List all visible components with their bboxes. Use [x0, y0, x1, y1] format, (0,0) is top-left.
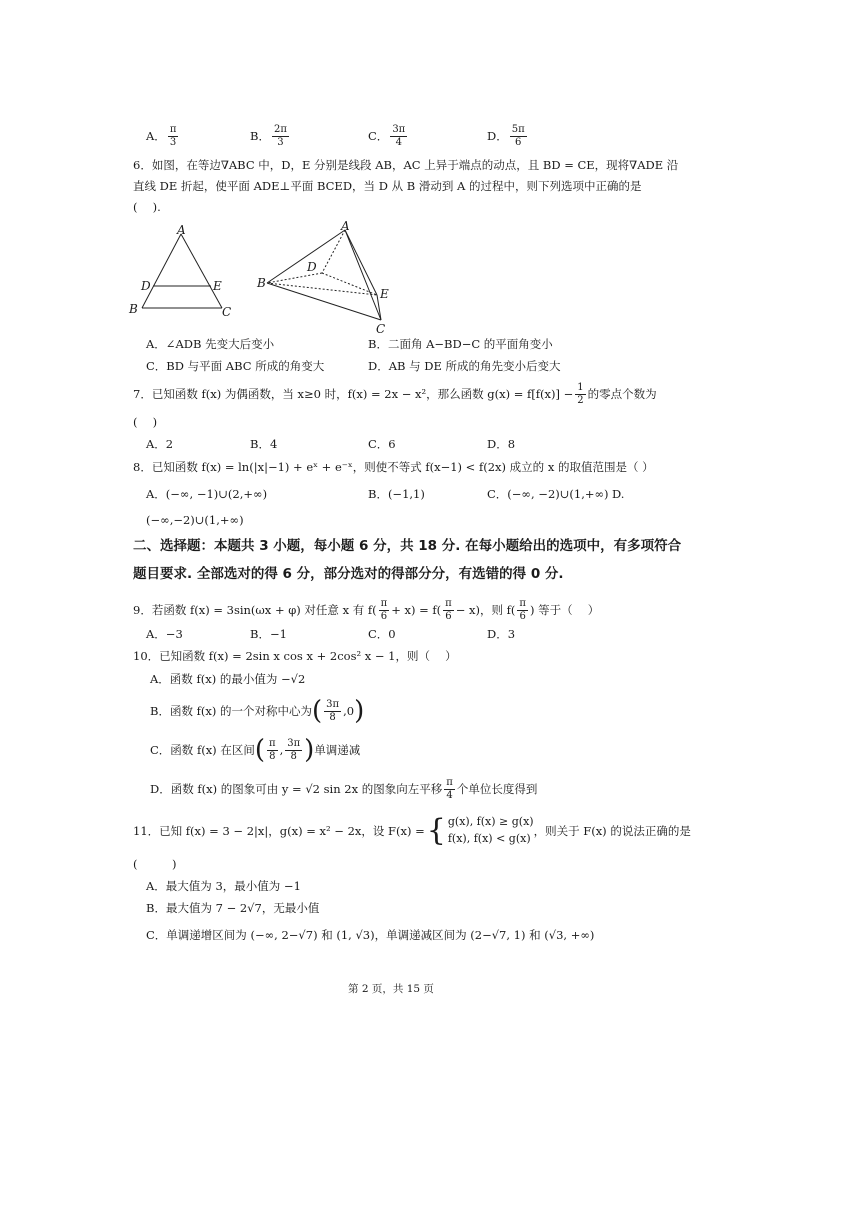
paren-right: ) [304, 735, 315, 765]
denominator: 6 [515, 136, 522, 148]
option-letter: A． [146, 129, 166, 143]
fraction [517, 598, 528, 622]
brace-left: { [426, 812, 446, 848]
q6-option-a: A．∠ADB 先变大后变小 [146, 337, 275, 351]
q7-line2: ( ) [133, 415, 158, 429]
numerator: π [519, 598, 526, 609]
denominator: 6 [519, 610, 526, 622]
q10-option-a: A．函数 f(x) 的最小值为 −√2 [150, 672, 306, 686]
numerator: π [446, 777, 453, 788]
numerator: 2π [273, 124, 287, 135]
q9-option-c: C．0 [368, 627, 396, 641]
option-letter: C． [368, 129, 389, 143]
q5-option-d [487, 124, 529, 148]
q9-line1 [133, 598, 599, 622]
denominator: 6 [445, 610, 452, 622]
paren-left: ( [254, 735, 265, 765]
fraction [575, 382, 585, 406]
q9-option-a: A．−3 [146, 627, 183, 641]
label-e: E [380, 287, 389, 301]
q6-line3: ( ). [133, 200, 161, 214]
q8-option-a: A．(−∞, −1)∪(2,+∞) [146, 487, 268, 501]
fraction [510, 124, 527, 148]
q11-line1 [133, 814, 691, 847]
denominator: 2 [577, 394, 584, 406]
denominator: 8 [329, 711, 336, 723]
q9-option-b: B．−1 [250, 627, 287, 641]
q10-option-d [150, 777, 537, 801]
q5-option-b [250, 124, 291, 148]
denominator: 3 [169, 136, 177, 148]
numerator: 3π [326, 699, 340, 710]
q7-option-d: D．8 [487, 437, 516, 451]
q9-text-pre: 9．若函数 f(x) = 3sin(ωx + φ) 对任意 x 有 f( [133, 603, 377, 617]
label-c: C [222, 305, 232, 319]
denominator: 4 [395, 136, 402, 148]
numerator: 3π [392, 124, 406, 135]
numerator: 5π [511, 124, 525, 135]
numerator: π [169, 124, 177, 135]
numerator: 3π [287, 738, 301, 749]
q6-line1: 6．如图，在等边∇ABC 中，D，E 分别是线段 AB，AC 上异于端点的动点，且 BD = CE，现将∇ADE 沿 [133, 158, 679, 172]
q9-option-d: D．3 [487, 627, 516, 641]
q7-line1 [133, 382, 657, 406]
label-d: D [307, 260, 317, 274]
case-2: f(x), f(x) < g(x) [447, 831, 531, 845]
q6-option-b: B．二面角 A−BD−C 的平面角变小 [368, 337, 553, 351]
q9-text-tail: f( [506, 603, 516, 617]
denominator: 4 [446, 789, 453, 801]
numerator: π [380, 598, 388, 609]
q9-text-mid: + x) = f( [391, 603, 442, 617]
q6-option-d: D．AB 与 DE 所成的角先变小后变大 [368, 359, 561, 373]
denominator: 6 [380, 610, 388, 622]
option-letter: D． [487, 129, 508, 143]
numerator: π [445, 598, 452, 609]
q8-option-b: B．(−1,1) [368, 487, 425, 501]
q7-text-b: 的零点个数为 [587, 387, 657, 401]
q7-option-c: C．6 [368, 437, 396, 451]
q6-figure-triangle [125, 222, 240, 322]
q11-line2: ( ) [133, 857, 177, 871]
q10-option-b [150, 698, 364, 724]
label-d: D [141, 279, 151, 293]
q9-text-end: ) 等于（ ） [529, 603, 600, 617]
denominator: 8 [290, 750, 297, 762]
q11-option-a: A．最大值为 3，最小值为 −1 [146, 879, 301, 893]
fraction [267, 738, 278, 762]
label-a: A [341, 219, 350, 233]
q5-option-c [368, 124, 409, 148]
q11-text-post: ，则关于 F(x) 的说法正确的是 [533, 823, 691, 838]
page-footer: 第 2 页，共 15 页 [348, 983, 434, 995]
fraction [285, 738, 302, 762]
q8-option-d: D. [612, 487, 625, 501]
q5-option-a [146, 124, 180, 148]
q9-text-post: − x)，则 [455, 603, 503, 617]
q10-option-c: C．函数 f(x) 在区间 ( $\frac{\pi}{8}$ , $\frac{3\pi}{8}$ ) 单调递减 [150, 735, 361, 765]
section2-line2: 题目要求. 全部选对的得 6 分，部分选对的得部分分，有选错的得 0 分. [133, 566, 564, 582]
q10-c-text: C．函数 f(x) 在区间 [150, 743, 255, 757]
q11-option-b: B．最大值为 7 − 2√7，无最小值 [146, 901, 320, 915]
fraction [379, 598, 390, 622]
label-a: A [177, 223, 186, 237]
q10-c-post: 单调递减 [314, 743, 361, 757]
denominator: 3 [277, 136, 284, 148]
q10-d-text: D．函数 f(x) 的图象可由 y = √2 sin 2x 的图象向左平移 [150, 782, 443, 796]
q6-figure-folded [250, 216, 410, 336]
label-b: B [257, 276, 266, 290]
fraction [444, 777, 455, 801]
fraction [390, 124, 407, 148]
q10-b-tail: ,0 [343, 704, 355, 718]
label-c: C [376, 322, 386, 336]
numerator: π [268, 738, 276, 749]
q10-d-post: 个单位长度得到 [456, 782, 538, 796]
q6-option-c: C．BD 与平面 ABC 所成的角变大 [146, 359, 325, 373]
q7-option-b: B．4 [250, 437, 278, 451]
fraction [168, 124, 179, 148]
q11-text-pre: 11．已知 f(x) = 3 − 2|x|，g(x) = x² − 2x，设 F(x) = [133, 823, 425, 838]
q6-line2: 直线 DE 折起，使平面 ADE⊥平面 BCED，当 D 从 B 滑动到 A 的过程中，则下列选项中正确的是 [133, 179, 642, 193]
q7-text-a: 7．已知函数 f(x) 为偶函数，当 x≥0 时，f(x) = 2x − x²，那么函数 g(x) = f[f(x)] − [133, 387, 574, 401]
paren-left: ( [311, 696, 323, 726]
fraction [324, 699, 341, 723]
section2-line1: 二、选择题：本题共 3 小题，每小题 6 分，共 18 分. 在每小题给出的选项中，有多项符合 [133, 538, 682, 554]
q11-option-c: C．单调递增区间为 (−∞, 2−√7) 和 (1, √3)，单调递减区间为 (2−√7, 1) 和 (√3, +∞) [146, 928, 595, 942]
fraction [443, 598, 454, 622]
q10-line1: 10．已知函数 f(x) = 2sin x cos x + 2cos² x − 1，则（ ） [133, 649, 457, 663]
label-b: B [129, 302, 138, 316]
case-1: g(x), f(x) ≥ g(x) [447, 815, 534, 828]
numerator: 1 [577, 382, 584, 393]
q8-option-c: C．(−∞, −2)∪(1,+∞) [487, 487, 609, 501]
label-e: E [213, 279, 222, 293]
q10-b-text: B．函数 f(x) 的一个对称中心为 [150, 704, 312, 718]
q7-option-a: A．2 [146, 437, 174, 451]
fraction [272, 124, 289, 148]
q8-line1: 8．已知函数 f(x) = ln(|x|−1) + eˣ + e⁻ˣ，则使不等式 f(x−1) < f(2x) 成立的 x 的取值范围是（ ） [133, 460, 654, 474]
paren-right: ) [354, 696, 365, 726]
piecewise-cases [448, 814, 534, 847]
denominator: 8 [269, 750, 276, 762]
option-letter: B． [250, 129, 270, 143]
q8-option-d-cont: (−∞,−2)∪(1,+∞) [146, 513, 244, 527]
